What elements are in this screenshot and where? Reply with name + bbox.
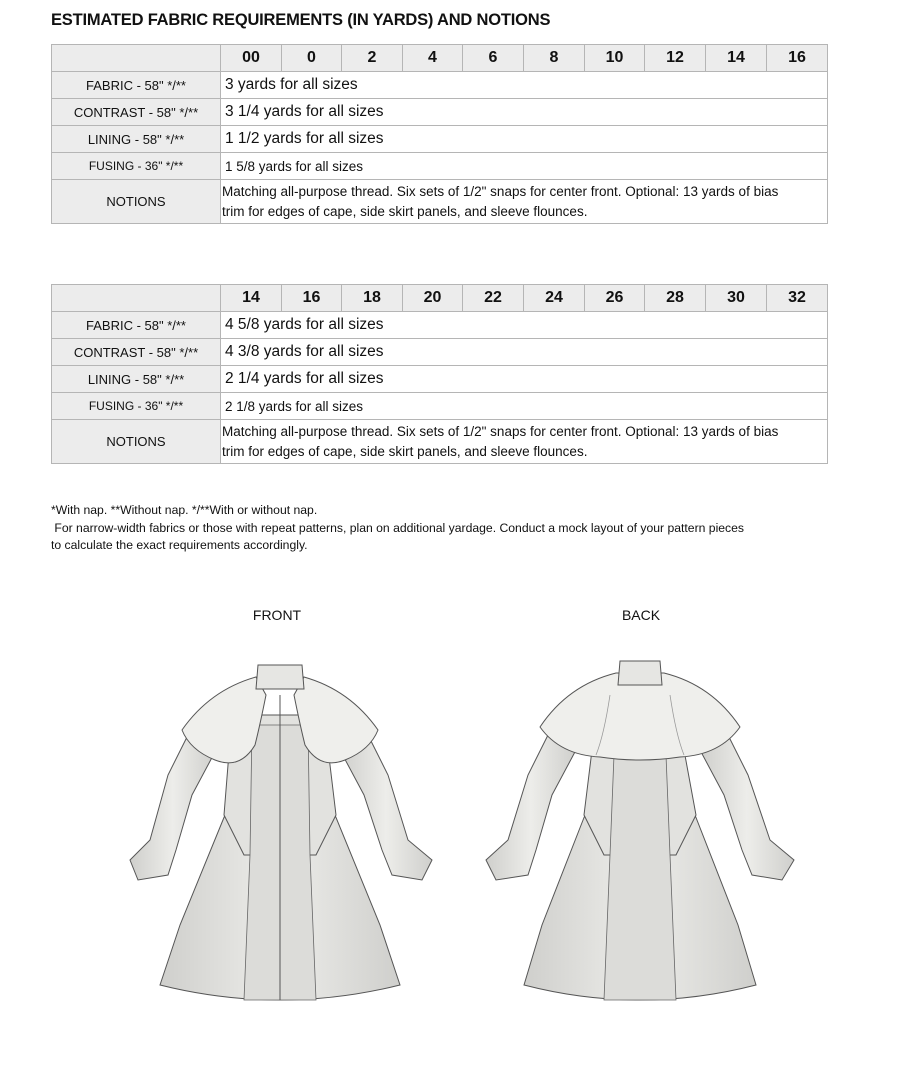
size-cell: 28	[645, 285, 706, 312]
row-label-contrast: CONTRAST - 58" */**	[52, 99, 221, 126]
table-row	[52, 366, 828, 393]
row-value-contrast: 4 3/8 yards for all sizes	[221, 339, 828, 366]
page-title: ESTIMATED FABRIC REQUIREMENTS (IN YARDS) AND NOTIONS	[51, 11, 551, 29]
size-cell: 14	[706, 45, 767, 72]
table-row	[52, 420, 828, 464]
back-garment-illustration	[480, 655, 800, 1015]
collar	[256, 665, 304, 689]
footnote-yardage-note-cont: to calculate the exact requirements accordingly.	[51, 538, 308, 552]
size-cell: 24	[524, 285, 585, 312]
notions-line-1: Matching all-purpose thread. Six sets of 1/2" snaps for center front. Optional: 13 yards of bias	[222, 184, 779, 199]
table-row	[52, 339, 828, 366]
size-cell: 00	[221, 45, 282, 72]
notions-line-2: trim for edges of cape, side skirt panels, and sleeve flounces.	[222, 203, 588, 219]
notions-line-2: trim for edges of cape, side skirt panels, and sleeve flounces.	[222, 443, 588, 459]
table-row	[52, 72, 828, 99]
row-value-notions	[221, 180, 828, 224]
row-value-fusing: 2 1/8 yards for all sizes	[221, 393, 828, 420]
back-view-label: BACK	[621, 607, 661, 623]
size-cell: 22	[463, 285, 524, 312]
size-cell: 18	[342, 285, 403, 312]
row-label-lining: LINING - 58" */**	[52, 126, 221, 153]
size-header-row	[52, 285, 828, 312]
size-cell: 32	[767, 285, 828, 312]
fabric-requirements-table-2	[51, 284, 828, 464]
row-label-notions: NOTIONS	[52, 420, 221, 464]
footnote-nap-legend: *With nap. **Without nap. */**With or without nap.	[51, 503, 318, 517]
row-label-fusing: FUSING - 36" */**	[52, 153, 221, 180]
front-view-label: FRONT	[252, 607, 302, 623]
table-row	[52, 312, 828, 339]
size-cell: 10	[585, 45, 645, 72]
row-label-notions: NOTIONS	[52, 180, 221, 224]
header-corner-cell	[52, 45, 221, 72]
table-row	[52, 180, 828, 224]
size-cell: 8	[524, 45, 585, 72]
front-garment-illustration	[120, 655, 440, 1015]
size-cell: 12	[645, 45, 706, 72]
row-label-fabric: FABRIC - 58" */**	[52, 312, 221, 339]
table-row	[52, 126, 828, 153]
row-label-fusing: FUSING - 36" */**	[52, 393, 221, 420]
row-label-contrast: CONTRAST - 58" */**	[52, 339, 221, 366]
row-value-lining: 1 1/2 yards for all sizes	[221, 126, 828, 153]
table-row	[52, 99, 828, 126]
table-row	[52, 393, 828, 420]
size-cell: 14	[221, 285, 282, 312]
row-label-lining: LINING - 58" */**	[52, 366, 221, 393]
size-cell: 2	[342, 45, 403, 72]
row-value-fabric: 4 5/8 yards for all sizes	[221, 312, 828, 339]
size-cell: 30	[706, 285, 767, 312]
row-value-fabric: 3 yards for all sizes	[221, 72, 828, 99]
footnotes	[51, 502, 841, 555]
size-cell: 16	[282, 285, 342, 312]
size-cell: 4	[403, 45, 463, 72]
row-label-fabric: FABRIC - 58" */**	[52, 72, 221, 99]
collar	[618, 661, 662, 685]
row-value-contrast: 3 1/4 yards for all sizes	[221, 99, 828, 126]
row-value-lining: 2 1/4 yards for all sizes	[221, 366, 828, 393]
header-corner-cell	[52, 285, 221, 312]
footnote-yardage-note: For narrow-width fabrics or those with repeat patterns, plan on additional yardage. Conduct a mock layout of your pattern pieces	[51, 520, 745, 535]
size-cell: 6	[463, 45, 524, 72]
row-value-notions	[221, 420, 828, 464]
row-value-fusing: 1 5/8 yards for all sizes	[221, 153, 828, 180]
cape	[540, 673, 740, 760]
table-row	[52, 153, 828, 180]
size-cell: 20	[403, 285, 463, 312]
size-cell: 16	[767, 45, 828, 72]
notions-line-1: Matching all-purpose thread. Six sets of 1/2" snaps for center front. Optional: 13 yards of bias	[222, 424, 779, 439]
fabric-requirements-table-1	[51, 44, 828, 224]
size-header-row	[52, 45, 828, 72]
size-cell: 26	[585, 285, 645, 312]
size-cell: 0	[282, 45, 342, 72]
center-back-panel	[604, 755, 676, 1000]
